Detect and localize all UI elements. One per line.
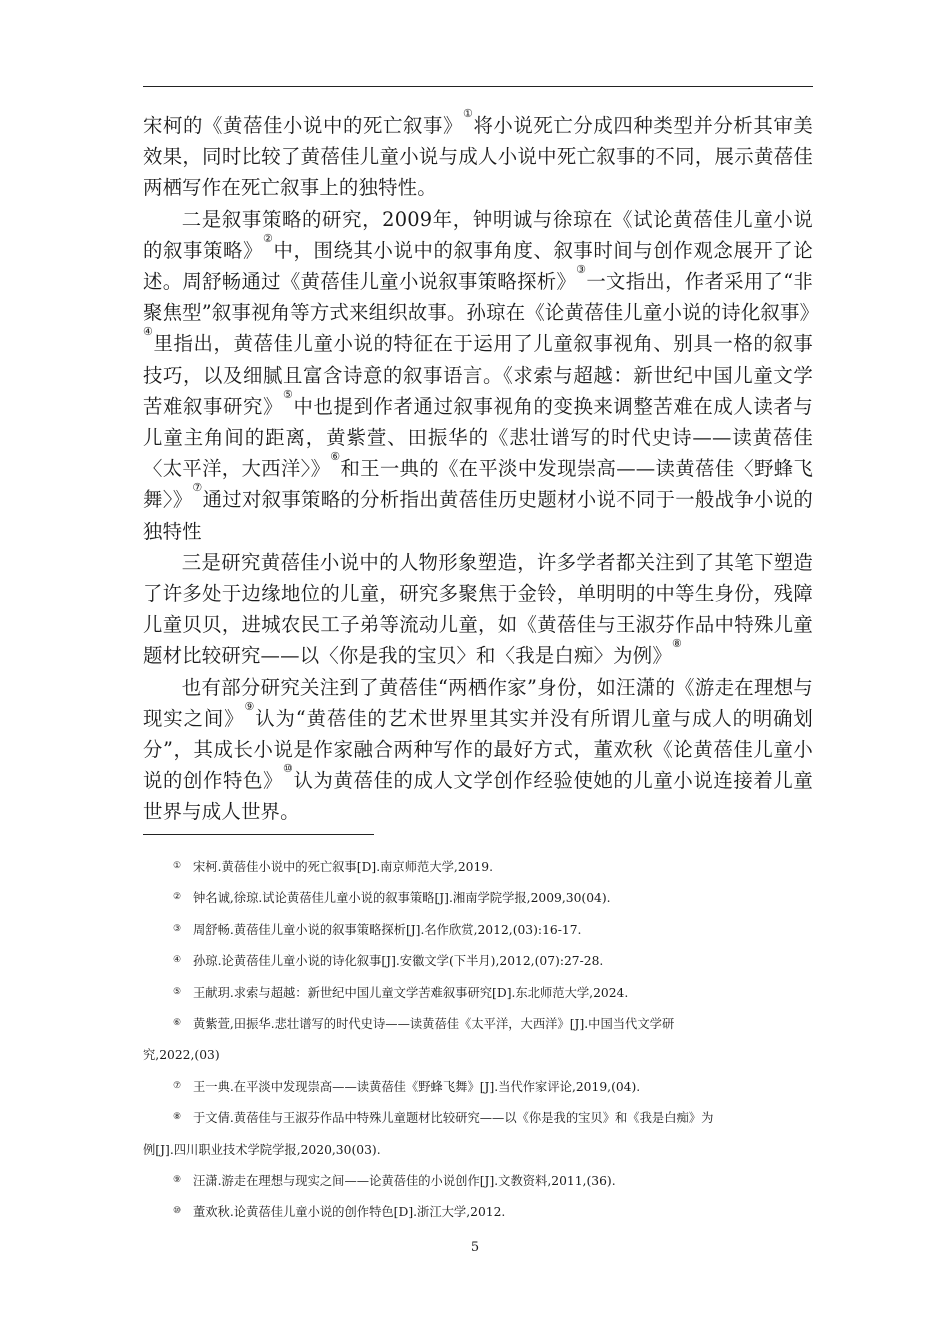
footnote-marker: ③: [173, 923, 182, 934]
footnote-marker: ⑩: [173, 1206, 182, 1217]
paragraph-text: 认为黄蓓佳的成人文学创作经验使她的儿童小说连接着儿童世界与成人世界。: [143, 769, 814, 824]
footnote-entry: [143, 1135, 813, 1166]
footnote-entry: [143, 946, 813, 977]
paragraph-text: 中，围绕其小说中的叙事角度、叙事时间与创作观念展开了论述。周舒畅通过《黄蓓佳儿童小说叙事策略探析》: [143, 238, 814, 294]
footnote-text: 黄紫萱,田振华.悲壮谱写的时代史诗——读黄蓓佳《太平洋，大西洋》[J].中国当代文学研: [193, 1017, 675, 1032]
header-rule: [143, 86, 813, 87]
paragraph-text: 一文指出，作者采用了“非聚焦型”叙事视角等方式来组织故事。孙琼在《论黄蓓佳儿童小说的诗化叙事》: [143, 270, 820, 325]
footnote-reference[interactable]: ③: [576, 263, 587, 277]
paragraph-text: 将小说死亡分成四种类型并分析其审美效果，同时比较了黄蓓佳儿童小说与成人小说中死亡叙事的不同，展示黄蓓佳两栖写作在死亡叙事上的独特性。: [143, 114, 813, 200]
footnote-text: 孙琼.论黄蓓佳儿童小说的诗化叙事[J].安徽文学(下半月),2012,(07):27-28.: [193, 954, 604, 969]
footnote-reference[interactable]: ⑤: [283, 387, 294, 401]
footnote-marker: ⑨: [173, 1175, 182, 1186]
paragraph: [143, 547, 813, 672]
footnote-text: 钟名诚,徐琼.试论黄蓓佳儿童小说的叙事策略[J].湘南学院学报,2009,30(04).: [193, 891, 611, 906]
footnote-entry: [143, 978, 813, 1009]
footnote-marker: ⑧: [173, 1112, 182, 1123]
footnote-entry: [143, 915, 813, 946]
paragraph: [143, 672, 813, 828]
footnote-entry: [143, 1040, 813, 1071]
footnote-entry: [143, 1197, 813, 1228]
paragraph-text: 三是研究黄蓓佳小说中的人物形象塑造，许多学者都关注到了其笔下塑造了许多处于边缘地位的儿童，研究多聚焦于金铃，单明明的中等生身份，残障儿童贝贝，进城农民工子弟等流动儿童，如《黄蓓佳与王淑芬作品中特殊儿童题材比较研究——以〈你是我的宝贝〉和〈我是白痴〉为例》: [143, 550, 813, 668]
footnote-entry: [143, 1072, 813, 1103]
footnote-entry: [143, 1103, 813, 1134]
footnote-text: 于文倩.黄蓓佳与王淑芬作品中特殊儿童题材比较研究——以《你是我的宝贝》和《我是白痴》为: [193, 1111, 714, 1126]
body-text: [143, 107, 820, 828]
footnote-reference[interactable]: ⑩: [283, 762, 294, 776]
footnote-text: 王献玥.求索与超越：新世纪中国儿童文学苦难叙事研究[D].东北师范大学,2024.: [193, 985, 629, 1000]
footnote-text: 王一典.在平淡中发现崇高——读黄蓓佳《野蜂飞舞》[J].当代作家评论,2019,(04).: [193, 1079, 641, 1094]
paragraph-text: 里指出，黄蓓佳儿童小说的特征在于运用了儿童叙事视角、别具一格的叙事技巧，以及细腻且富含诗意的叙事语言。《求索与超越：新世纪中国儿童文学苦难叙事研究》: [143, 332, 813, 418]
paragraph: [143, 107, 813, 204]
paragraph-text: 和王一典的《在平淡中发现崇高——读黄蓓佳〈野蜂飞舞〉》: [143, 457, 813, 512]
footnote-separator: [143, 834, 374, 835]
footnote-text: 汪潇.游走在理想与现实之间——论黄蓓佳的小说创作[J].文教资料,2011,(36).: [193, 1174, 616, 1189]
footnote-text: 周舒畅.黄蓓佳儿童小说的叙事策略探析[J].名作欣赏,2012,(03):16-17.: [193, 922, 582, 937]
footnotes: [143, 852, 813, 1229]
footnote-reference[interactable]: ⑨: [244, 699, 256, 713]
footnote-marker: ⑥: [173, 1018, 182, 1029]
footnote-entry: [143, 1009, 813, 1040]
paragraph-text: 宋柯的《黄蓓佳小说中的死亡叙事》: [143, 114, 463, 137]
footnote-reference[interactable]: ⑧: [671, 637, 683, 651]
footnote-reference[interactable]: ②: [263, 231, 274, 245]
footnote-reference[interactable]: ①: [462, 107, 474, 120]
footnote-entry: [143, 1166, 813, 1197]
paragraph-text: 二是叙事策略的研究，2009年，钟明诚与徐琼在《试论黄蓓佳儿童小说的叙事策略》: [143, 207, 813, 262]
footnote-text: 董欢秋.论黄蓓佳儿童小说的创作特色[D].浙江大学,2012.: [193, 1205, 506, 1220]
footnote-text: 究,2022,(03): [143, 1048, 220, 1063]
footnote-reference[interactable]: ④: [143, 325, 154, 339]
footnote-reference[interactable]: ⑦: [192, 481, 203, 495]
footnote-text: 例[J].四川职业技术学院学报,2020,30(03).: [143, 1142, 381, 1157]
paragraph-text: 也有部分研究关注到了黄蓓佳“两栖作家”身份，如汪潇的《游走在理想与现实之间》: [143, 675, 813, 730]
paragraph-text: 通过对叙事策略的分析指出黄蓓佳历史题材小说不同于一般战争小说的独特性: [143, 488, 813, 543]
footnote-reference[interactable]: ⑥: [330, 450, 341, 464]
paragraph-text: 认为“黄蓓佳的艺术世界里其实并没有所谓儿童与成人的明确划分”，其成长小说是作家融合两种写作的最好方式，董欢秋《论黄蓓佳儿童小说的创作特色》: [143, 706, 814, 793]
footnote-marker: ⑦: [173, 1080, 182, 1091]
footnote-marker: ②: [173, 892, 182, 903]
paragraph: [143, 204, 820, 547]
footnote-text: 宋柯.黄蓓佳小说中的死亡叙事[D].南京师范大学,2019.: [193, 860, 494, 874]
paragraph-text: 中也提到作者通过叙事视角的变换来调整苦难在成人读者与儿童主角间的距离，黄紫萱、田振华的《悲壮谱写的时代史诗——读黄蓓佳〈太平洋，大西洋〉》: [143, 394, 814, 481]
footnote-entry: [143, 883, 813, 914]
footnote-marker: ⑤: [173, 986, 182, 997]
footnote-marker: ④: [173, 955, 182, 966]
page-number: 5: [470, 1240, 480, 1255]
footnote-entry: [143, 852, 813, 883]
footnote-marker: ①: [173, 861, 182, 871]
